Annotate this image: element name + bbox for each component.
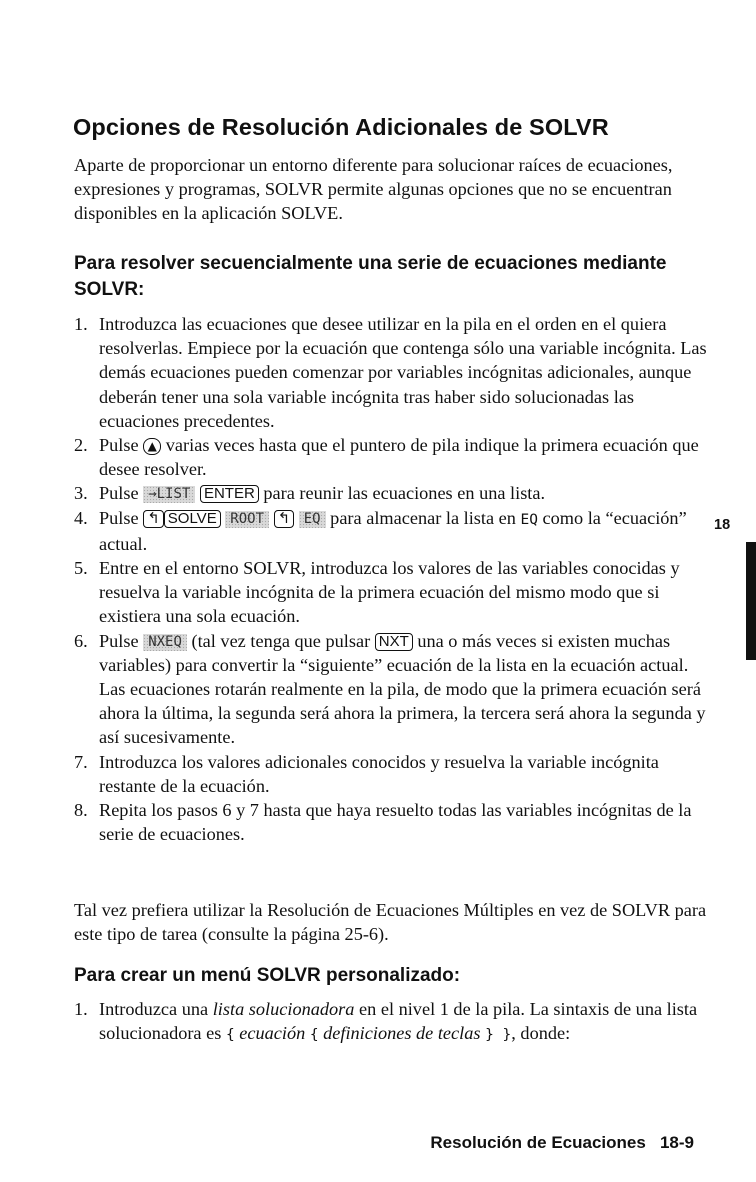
page-title: Opciones de Resolución Adicionales de SOLVR <box>73 114 609 140</box>
closing-paragraph: Tal vez prefiera utilizar la Resolución de Ecuaciones Múltiples en vez de SOLVR para este tipo de tarea (consulte la página 25-6). <box>74 900 707 945</box>
chapter-tab-bar <box>746 542 756 660</box>
steps-list <box>74 997 714 1047</box>
list-item: 4. Pulse ↰ SOLVE ROOT ↰ EQ para almacenar la lista en EQ como la “ecuación” actual. <box>74 507 687 554</box>
enter-key: ENTER <box>200 485 259 503</box>
steps-list <box>74 312 714 846</box>
step-text: Repita los pasos 6 y 7 hasta que haya resuelto todas las variables incógnitas de la serie de ecuaciones. <box>99 800 692 845</box>
nxt-key: NXT <box>375 633 413 651</box>
nxeq-softkey: NXEQ <box>143 634 187 651</box>
eq-softkey: EQ <box>299 511 326 528</box>
list-item: 2. Pulse ▲ varias veces hasta que el puntero de pila indique la primera ecuación que desee resolver. <box>74 435 699 480</box>
chapter-tab-label: 18 <box>714 517 731 533</box>
left-shift-key-icon: ↰ <box>274 510 295 528</box>
page-footer: Resolución de Ecuaciones 18-9 <box>430 1133 694 1152</box>
step-text: Introduzca las ecuaciones que desee utilizar en la pila en el orden en el quiera resolverlas. Empiece por la ecuación que contenga sólo una variable incógnita. Las demás ecuaciones pueden comenzar por variables incógnitas adicionales, aunque deberán tener una sola variable incógnita tras haber sido solucionadas las ecuaciones precedentes. <box>99 314 707 431</box>
list-item: 5. Entre en el entorno SOLVR, introduzca los valores de las variables conocidas y resuelva la variable incógnita de la primera ecuación del mismo modo que si existiera una sola ecuación. <box>74 558 680 627</box>
intro-paragraph: Aparte de proporcionar un entorno diferente para solucionar raíces de ecuaciones, expresiones y programas, SOLVR permite algunas opciones que no se encuentran disponibles en la aplicación SOLVE. <box>74 155 673 224</box>
up-arrow-key-icon: ▲ <box>143 438 161 455</box>
list-item: 7. Introduzca los valores adicionales conocidos y resuelva la variable incógnita restante de la ecuación. <box>74 751 659 796</box>
section-sequential-solve <box>74 251 714 303</box>
list-item: 8. Repita los pasos 6 y 7 hasta que haya resuelto todas las variables incógnitas de la serie de ecuaciones. <box>74 800 692 845</box>
list-softkey: →LIST <box>143 486 195 503</box>
list-item: 3. Pulse →LIST ENTER para reunir las ecuaciones en una lista. <box>74 483 546 504</box>
section-custom-menu <box>74 963 714 989</box>
eq-variable: EQ <box>520 511 538 528</box>
section-heading: Para resolver secuencialmente una serie de ecuaciones mediante SOLVR: <box>74 253 667 300</box>
step-text: Introduzca los valores adicionales conocidos y resuelva la variable incógnita restante de la ecuación. <box>99 751 659 796</box>
section-heading: Para crear un menú SOLVR personalizado: <box>74 965 461 986</box>
root-softkey: ROOT <box>225 511 269 528</box>
list-item: 6. Pulse NXEQ (tal vez tenga que pulsar NXT una o más veces si existen muchas variables) para convertir la “siguiente” ecuación de la lista en la ecuación actual. Las ecuaciones rotarán realmente en la pila, de modo que la primera ecuación será ahora la última, la segunda será ahora la primera, la tercera será ahora la segunda y así sucesivamente. <box>74 630 706 748</box>
solve-key: SOLVE <box>164 510 221 528</box>
list-item: 1. Introduzca las ecuaciones que desee utilizar en la pila en el orden en el quiera resolverlas. Empiece por la ecuación que contenga sólo una variable incógnita. Las demás ecuaciones pueden comenzar por variables incógnitas adicionales, aunque deberán tener una sola variable incógnita tras haber sido solucionadas las ecuaciones precedentes. <box>74 314 707 431</box>
step-text: Entre en el entorno SOLVR, introduzca los valores de las variables conocidas y resuelva la variable incógnita de la primera ecuación del mismo modo que si existiera una sola ecuación. <box>99 558 680 627</box>
left-shift-key-icon: ↰ <box>143 510 164 528</box>
list-item: 1. Introduzca una lista solucionadora en el nivel 1 de la pila. La sintaxis de una lista solucionadora es { ecuación { definiciones de teclas } }, donde: <box>74 999 698 1044</box>
